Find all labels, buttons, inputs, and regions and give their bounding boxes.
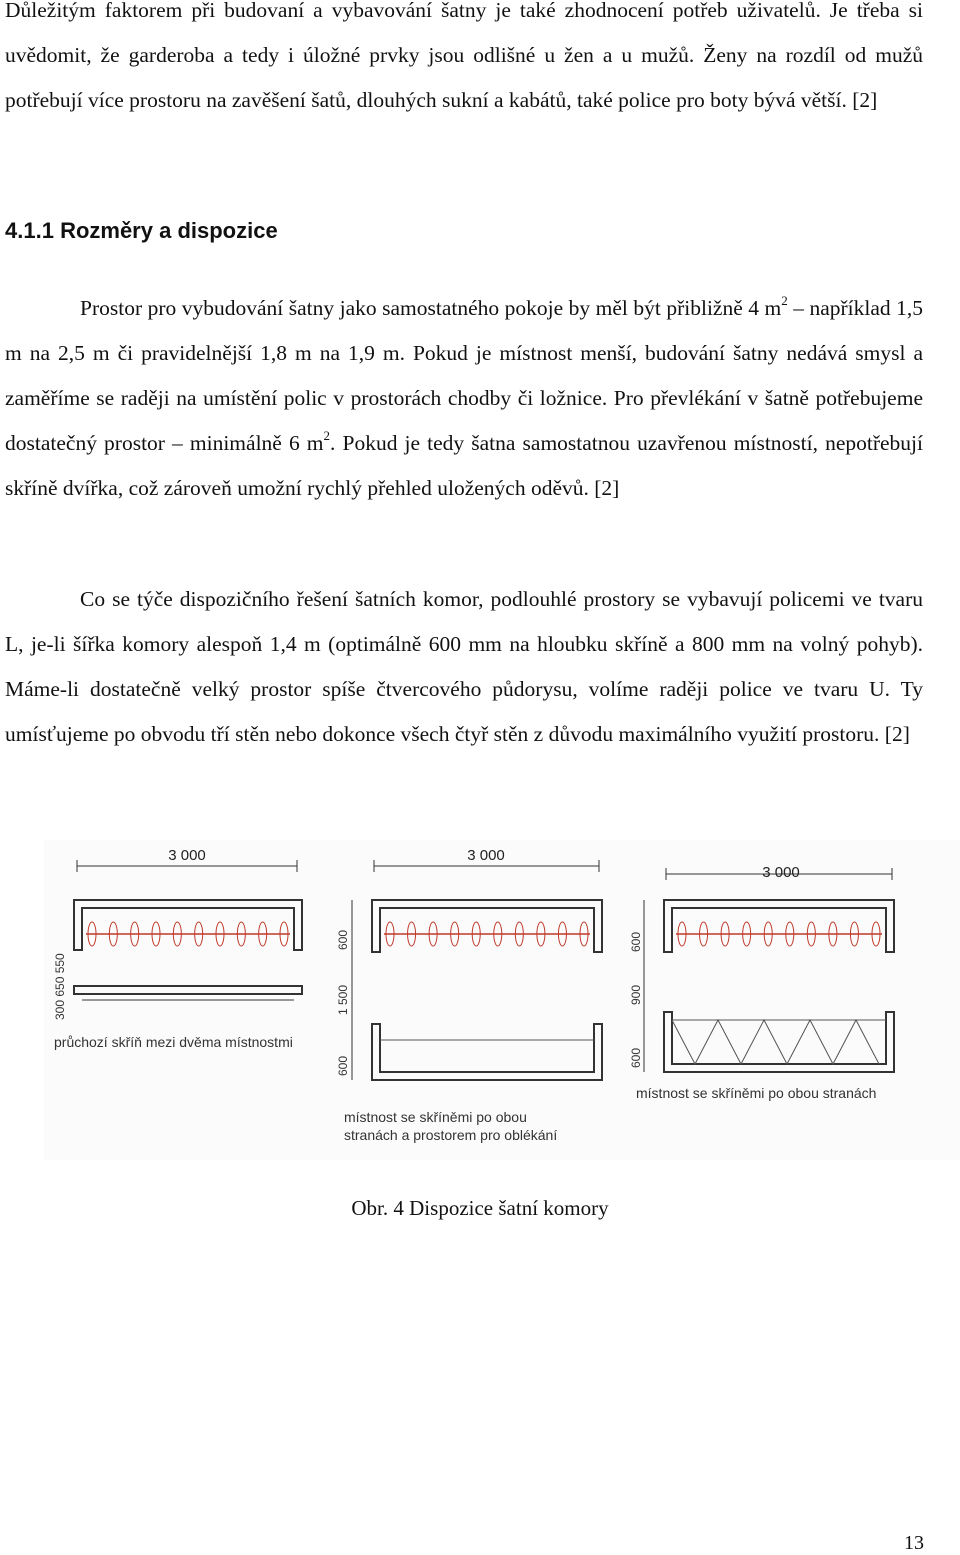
plan1-width-label: 3 000 [168, 847, 206, 864]
plan1-dims: 300 650 550 [53, 953, 67, 1020]
p2-text-a: Prostor pro vybudování šatny jako samostatného pokoje by měl být přibližně 4 m [80, 296, 782, 320]
plan2-dim-a: 600 [336, 929, 350, 950]
plan3-label: místnost se skříněmi po obou stranách [636, 1085, 877, 1101]
plan3-dim-a: 600 [629, 931, 643, 952]
plan2-label-line1: místnost se skříněmi po obou [344, 1109, 527, 1125]
section-number: 4.1.1 [5, 218, 54, 243]
section-title: Rozměry a dispozice [60, 218, 278, 243]
section-heading [5, 218, 278, 244]
plan2-dim-b: 1 500 [336, 984, 350, 1015]
page-number: 13 [904, 1532, 924, 1554]
plan3-width-label: 3 000 [762, 864, 800, 881]
paragraph-intro: Důležitým faktorem při budovaní a vybavování šatny je také zhodnocení potřeb uživatelů. Je třeba si uvědomit, že garderoba a tedy i úložné prvky jsou odlišné u žen a u mužů. Ženy na rozdíl od mužů potřebují více prostoru na zavěšení šatů, dlouhých sukní a kabátů, také police pro boty bývá větší. [2] [5, 0, 923, 112]
plan3-dim-c: 600 [629, 1047, 643, 1068]
plan2-width-label: 3 000 [467, 847, 505, 864]
p2-sup-1: 2 [781, 292, 788, 308]
paragraph-dimensions [5, 286, 923, 511]
p2-text-b: – například 1,5 m na 2,5 m či pravidelnější 1,8 m na 1,9 m. Pokud je místnost menší, budování šatny nedává smysl a zaměříme se raději na umístění polic v prostorách chodby či ložnice. Pro převlékání v šatně potřebujeme dostatečný prostor – minimálně 6 m [5, 296, 924, 455]
plan2-label-line2: stranách a prostorem pro oblékání [344, 1127, 558, 1143]
figure-caption: Obr. 4 Dispozice šatní komory [351, 1196, 609, 1220]
plan1-label: průchozí skříň mezi dvěma místnostmi [54, 1034, 293, 1050]
p2-text-c: . Pokud je tedy šatna samostatnou uzavřenou místností, nepotřebují skříně dvířka, což zároveň umožní rychlý přehled uložených oděvů. [2] [5, 431, 923, 500]
plan2-dim-c: 600 [336, 1055, 350, 1076]
paragraph-layout: Co se týče dispozičního řešení šatních komor, podlouhlé prostory se vybavují policemi ve tvaru L, je-li šířka komory alespoň 1,4 m (optimálně 600 mm na hloubku skříně a 800 mm na volný pohyb). Máme-li dostatečně velký prostor spíše čtvercového půdorysu, volíme raději police ve tvaru U. Ty umísťujeme po obvodu tří stěn nebo dokonce všech čtyř stěn z důvodu maximálního využití prostoru. [2] [5, 587, 923, 746]
plan3-dim-b: 900 [629, 984, 643, 1005]
p2-sup-2: 2 [323, 427, 331, 443]
wardrobe-layout-figure [44, 840, 960, 1160]
